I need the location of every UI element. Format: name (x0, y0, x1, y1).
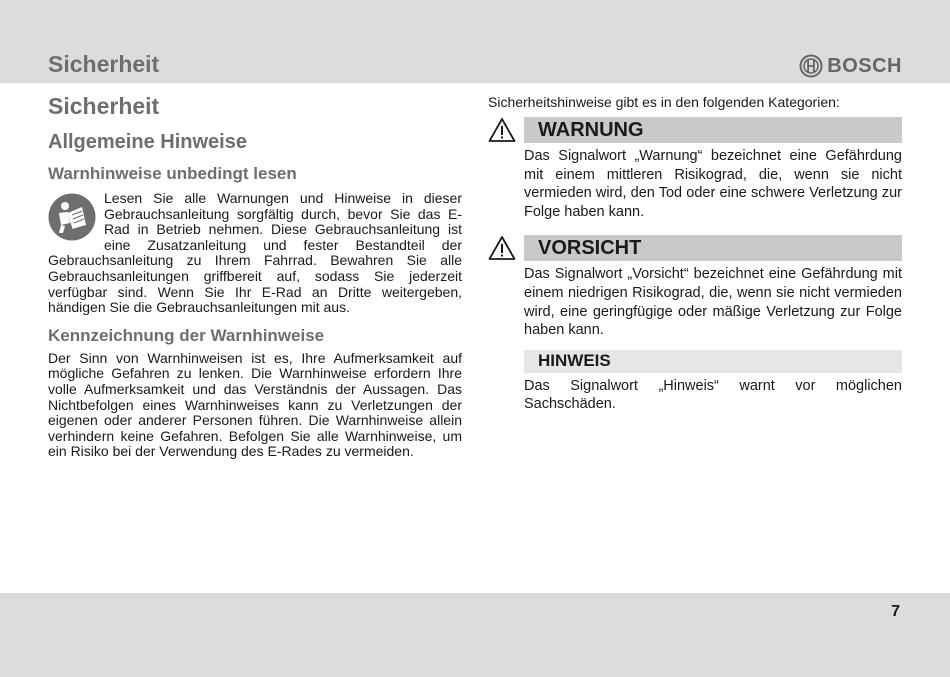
header-title: Sicherheit (48, 51, 160, 77)
warning-triangle-icon (488, 235, 516, 261)
categories-intro: Sicherheitshinweise gibt es in den folgenden Kategorien: (488, 94, 840, 110)
vorsicht-label: VORSICHT (538, 236, 642, 259)
read-manual-block (48, 191, 462, 316)
warning-triangle-icon (488, 117, 516, 143)
read-warnings-text: Lesen Sie alle Warnungen und Hinweise in dieser Gebrauchsanleitung sorgfältig durch, bevor Sie das E-Rad in Betrieb nehmen. Diese Gebrauchsanleitung ist eine Zusatzanleitung und fester Bestandteil der Gebrauchsanleitung zu Ihrem Fahrrad. Bewahren Sie alle Gebrauchsanleitungen griffbereit auf, sodass Sie jederzeit verfügbar sind. Wenn Sie Ihr E-Rad an Dritte weitergeben, händigen Sie die Gebrauchsanleitungen mit aus. (48, 190, 462, 316)
left-column (48, 92, 462, 460)
read-manual-icon (48, 193, 96, 241)
bosch-logo-icon (799, 54, 823, 78)
hinweis-label-bar (524, 350, 902, 373)
vorsicht-header (488, 235, 902, 261)
warnung-label-bar (524, 117, 902, 143)
brand-logo (799, 54, 902, 78)
subheading-marking: Kennzeichnung der Warnhinweise (48, 325, 325, 345)
warnung-text: Das Signalwort „Warnung“ bezeichnet eine Gefährdung mit einem mittleren Risikograd, die, wenn sie nicht vermieden wird, den Tod oder eine schwere Verletzung zur Folge haben kann. (524, 148, 902, 220)
marking-text: Der Sinn von Warnhinweisen ist es, Ihre Aufmerksamkeit auf mögliche Gefahren zu lenken. Die Warnhinweise erfordern Ihre volle Aufmerksamkeit und das Verständnis der Aussagen. Das Nichtbefolgen eines Warnhinweises kann zu Verletzungen der eigenen oder anderer Personen führen. Die Warnhinweise allein verhindern keine Gefahren. Befolgen Sie alle Warnhinweise, um ein Risiko bei der Verwendung des E-Rades zu vermeiden. (48, 349, 462, 460)
warnung-header (488, 117, 902, 143)
footer-band (0, 593, 950, 677)
brand-name: BOSCH (827, 54, 902, 77)
section-heading-general: Allgemeine Hinweise (48, 131, 247, 153)
warnung-label: WARNUNG (538, 118, 644, 141)
subheading-read-warnings: Warnhinweise unbedingt lesen (48, 164, 297, 183)
hinweis-label: HINWEIS (538, 351, 611, 371)
right-column (488, 94, 902, 414)
hinweis-text: Das Signalwort „Hinweis“ warnt vor möglichen Sachschäden. (524, 377, 902, 413)
page-number: 7 (891, 603, 900, 620)
vorsicht-label-bar (524, 235, 902, 261)
page-title: Sicherheit (48, 93, 160, 119)
vorsicht-text: Das Signalwort „Vorsicht“ bezeichnet eine Gefährdung mit einem niedrigen Risikograd, die, wenn sie nicht vermieden wird, eine geringfügige oder mäßige Verletzung zur Folge haben kann. (524, 266, 902, 339)
